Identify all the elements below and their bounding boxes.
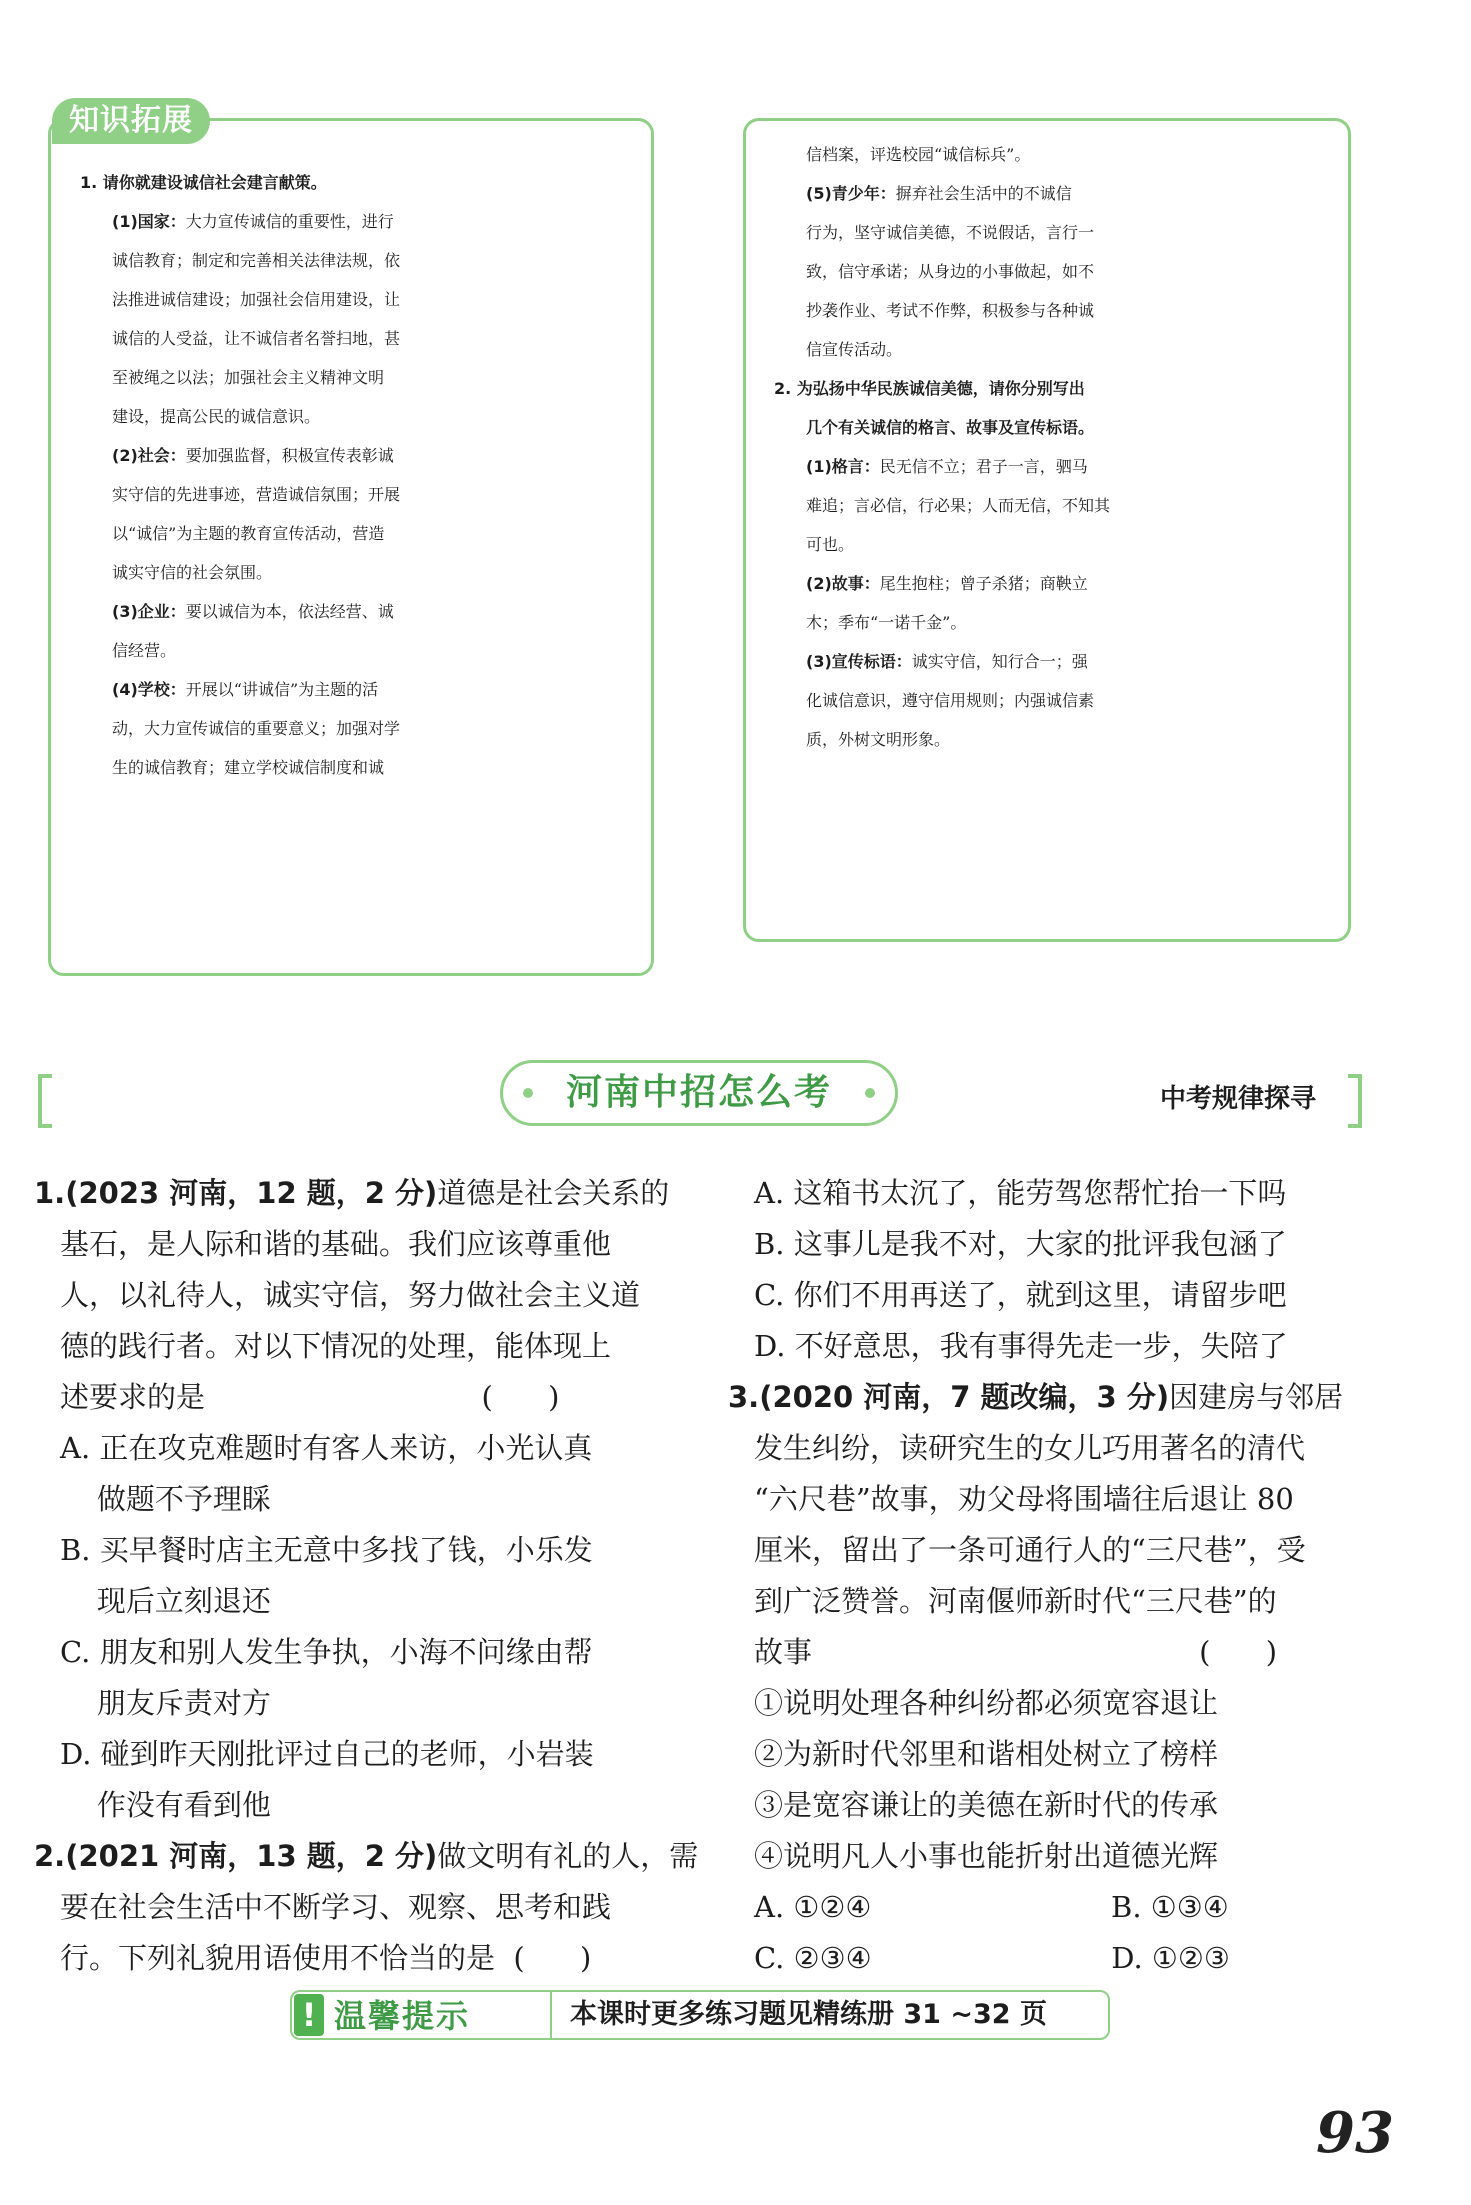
- text-line: [746, 493, 1350, 516]
- text-line: [746, 571, 1350, 594]
- line-text: ②为新时代邻里和谐相处树立了榜样: [754, 1737, 1219, 1771]
- bold-label: (3)企业：: [112, 602, 186, 621]
- line-text: 民无信不立；君子一言，驷马: [879, 457, 1088, 476]
- line-text: 质，外树文明形象。: [806, 730, 951, 749]
- line-text: 朋友斥责对方: [60, 1686, 271, 1720]
- text-line: [52, 521, 652, 544]
- line-text: 信宣传活动。: [806, 340, 903, 359]
- text-line: [34, 1219, 698, 1270]
- line-text: 木；季布“一诺千金”。: [806, 613, 967, 632]
- line-text: A. ①②④ B. ①③④: [754, 1890, 1229, 1924]
- line-text: 信经营。: [112, 641, 177, 660]
- line-text: ③是宽容谦让的美德在新时代的传承: [754, 1788, 1219, 1822]
- right-bracket: [1348, 1074, 1362, 1128]
- text-line: [746, 610, 1350, 633]
- line-text: 诚信的人受益，让不诚信者名誉扫地，甚: [112, 329, 401, 348]
- text-line: [728, 1423, 1343, 1474]
- text-line: [728, 1270, 1343, 1321]
- line-text: 建设，提高公民的诚信意识。: [112, 407, 321, 426]
- text-line: [52, 248, 652, 271]
- tip-text: 本课时更多练习题见精练册 31 ~32 页: [550, 1992, 1108, 2038]
- line-text: 基石，是人际和谐的基础。我们应该尊重他: [60, 1227, 612, 1261]
- section-subtitle: 中考规律探寻: [1160, 1084, 1317, 1114]
- text-line: [746, 337, 1350, 360]
- line-text: 以“诚信”为主题的教育宣传活动，营造: [112, 524, 385, 543]
- text-line: [728, 1678, 1343, 1729]
- line-text: C. 朋友和别人发生争执，小海不问缘由帮: [60, 1635, 593, 1669]
- bold-label: (2)社会：: [112, 446, 186, 465]
- text-line: [52, 599, 652, 622]
- questions-left: [34, 1168, 698, 1984]
- line-text: 道德是社会关系的: [437, 1176, 670, 1210]
- line-text: 开展以“讲诚信”为主题的活: [185, 680, 379, 699]
- text-line: [728, 1525, 1343, 1576]
- text-line: [52, 287, 652, 310]
- text-line: [52, 677, 652, 700]
- text-line: [746, 142, 1350, 165]
- line-text: ④说明凡人小事也能折射出道德光辉: [754, 1839, 1219, 1873]
- knowledge-tag: 知识拓展: [52, 98, 210, 144]
- tip-bar: [290, 1990, 1110, 2040]
- text-line: [746, 259, 1350, 282]
- text-line: [746, 454, 1350, 477]
- question-number: 3.: [728, 1380, 760, 1414]
- line-text: D. 不好意思，我有事得先走一步，失陪了: [754, 1329, 1288, 1363]
- line-text: 德的践行者。对以下情况的处理，能体现上: [60, 1329, 612, 1363]
- text-line: [52, 170, 652, 193]
- question-number: 1.: [34, 1176, 66, 1210]
- left-bracket: [38, 1074, 52, 1128]
- text-line: [34, 1423, 698, 1474]
- text-line: [52, 482, 652, 505]
- line-text: 作没有看到他: [60, 1788, 271, 1822]
- text-line: [728, 1321, 1343, 1372]
- line-text: 可也。: [806, 535, 855, 554]
- text-line: [746, 532, 1350, 555]
- line-text: 抄袭作业、考试不作弊，积极参与各种诚: [806, 301, 1095, 320]
- text-line: [746, 688, 1350, 711]
- bold-label: (1)格言：: [806, 457, 880, 476]
- line-text: 厘米，留出了一条可通行人的“三尺巷”，受: [754, 1533, 1306, 1567]
- text-line: [34, 1321, 698, 1372]
- bold-label: (2021 河南，13 题，2 分): [65, 1839, 438, 1873]
- line-text: 发生纠纷，读研究生的女儿巧用著名的清代: [754, 1431, 1306, 1465]
- line-text: 至被绳之以法；加强社会主义精神文明: [112, 368, 385, 387]
- line-text: 实守信的先进事迹，营造诚信氛围；开展: [112, 485, 401, 504]
- line-text: 尾生抱柱；曾子杀猪；商鞅立: [879, 574, 1088, 593]
- text-line: [34, 1525, 698, 1576]
- line-text: 法推进诚信建设；加强社会信用建设，让: [112, 290, 401, 309]
- text-line: [728, 1831, 1343, 1882]
- text-line: [746, 649, 1350, 672]
- text-line: [34, 1933, 698, 1984]
- line-text: 做文明有礼的人，需: [437, 1839, 699, 1873]
- tip-label: 温馨提示: [334, 1997, 471, 2035]
- bold-label: (5)青少年：: [806, 184, 896, 203]
- line-text: 要加强监督，积极宣传表彰诚: [185, 446, 394, 465]
- question-number: 2.: [34, 1839, 66, 1873]
- bold-label: (2)故事：: [806, 574, 880, 593]
- line-text: 摒弃社会生活中的不诚信: [895, 184, 1072, 203]
- text-line: [34, 1270, 698, 1321]
- text-line: [52, 443, 652, 466]
- line-text: 做题不予理睬: [60, 1482, 271, 1516]
- line-text: 化诚信意识，遵守信用规则；内强诚信素: [806, 691, 1095, 710]
- line-text: 故事 ( ): [754, 1635, 1278, 1669]
- line-text: 动，大力宣传诚信的重要意义；加强对学: [112, 719, 401, 738]
- text-line: [52, 716, 652, 739]
- text-line: [728, 1780, 1343, 1831]
- text-line: [728, 1627, 1343, 1678]
- text-line: [746, 415, 1350, 438]
- knowledge-right-text: [746, 126, 1350, 766]
- bold-label: (2023 河南，12 题，2 分): [65, 1176, 438, 1210]
- text-line: [728, 1372, 1343, 1423]
- text-line: [728, 1729, 1343, 1780]
- text-line: [34, 1729, 698, 1780]
- bold-label: (1)国家：: [112, 212, 186, 231]
- text-line: [34, 1678, 698, 1729]
- line-text: 现后立刻退还: [60, 1584, 271, 1618]
- text-line: [34, 1882, 698, 1933]
- text-line: [34, 1168, 698, 1219]
- text-line: [746, 376, 1350, 399]
- line-text: A. 这箱书太沉了，能劳驾您帮忙抬一下吗: [754, 1176, 1287, 1210]
- line-text: 诚实守信的社会氛围。: [112, 563, 273, 582]
- line-text: 因建房与邻居: [1169, 1380, 1344, 1414]
- line-text: ①说明处理各种纠纷都必须宽容退让: [754, 1686, 1219, 1720]
- questions-right: [728, 1168, 1343, 1984]
- text-line: [34, 1474, 698, 1525]
- line-text: 大力宣传诚信的重要性，进行: [185, 212, 394, 231]
- line-text: 到广泛赞誉。河南偃师新时代“三尺巷”的: [754, 1584, 1277, 1618]
- line-text: 诚信教育；制定和完善相关法律法规，依: [112, 251, 401, 270]
- text-line: [34, 1780, 698, 1831]
- text-line: [728, 1576, 1343, 1627]
- line-text: B. 这事儿是我不对，大家的批评我包涵了: [754, 1227, 1287, 1261]
- line-text: A. 正在攻克难题时有客人来访，小光认真: [60, 1431, 593, 1465]
- text-line: [52, 755, 652, 778]
- line-text: 述要求的是 ( ): [60, 1380, 560, 1414]
- text-line: [746, 727, 1350, 750]
- bold-label: (3)宣传标语：: [806, 652, 912, 671]
- section-title: 河南中招怎么考: [565, 1072, 832, 1113]
- line-text: 难追；言必信，行必果；人而无信，不知其: [806, 496, 1111, 515]
- bold-label: 几个有关诚信的格言、故事及宣传标语。: [806, 418, 1095, 437]
- line-text: 诚实守信，知行合一；强: [911, 652, 1088, 671]
- line-text: D. 碰到昨天刚批评过自己的老师，小岩装: [60, 1737, 594, 1771]
- text-line: [34, 1372, 698, 1423]
- text-line: [728, 1933, 1343, 1984]
- text-line: [34, 1576, 698, 1627]
- bold-label: (4)学校：: [112, 680, 186, 699]
- bold-label: (2020 河南，7 题改编，3 分): [759, 1380, 1170, 1414]
- line-text: 行。下列礼貌用语使用不恰当的是 ( ): [60, 1941, 592, 1975]
- line-text: 信档案，评选校园“诚信标兵”。: [806, 145, 1031, 164]
- text-line: [746, 220, 1350, 243]
- line-text: 生的诚信教育；建立学校诚信制度和诚: [112, 758, 385, 777]
- bold-label: 1. 请你就建设诚信社会建言献策。: [80, 173, 327, 192]
- text-line: [728, 1168, 1343, 1219]
- line-text: 行为，坚守诚信美德，不说假话，言行一: [806, 223, 1095, 242]
- text-line: [746, 181, 1350, 204]
- section-banner: [500, 1060, 898, 1126]
- text-line: [52, 365, 652, 388]
- bold-label: 2. 为弘扬中华民族诚信美德，请你分别写出: [774, 379, 1085, 398]
- text-line: [728, 1474, 1343, 1525]
- line-text: 要在社会生活中不断学习、观察、思考和践: [60, 1890, 612, 1924]
- text-line: [52, 638, 652, 661]
- banner-dot-right: [865, 1088, 875, 1098]
- banner-dot-left: [523, 1088, 533, 1098]
- text-line: [34, 1627, 698, 1678]
- line-text: 人，以礼待人，诚实守信，努力做社会主义道: [60, 1278, 641, 1312]
- text-line: [746, 298, 1350, 321]
- text-line: [52, 404, 652, 427]
- text-line: [728, 1219, 1343, 1270]
- text-line: [728, 1882, 1343, 1933]
- exclamation-icon: !: [294, 1994, 324, 2036]
- text-line: [52, 209, 652, 232]
- line-text: B. 买早餐时店主无意中多找了钱，小乐发: [60, 1533, 593, 1567]
- text-line: [52, 560, 652, 583]
- line-text: 致，信守承诺；从身边的小事做起，如不: [806, 262, 1095, 281]
- page-number: 93: [1316, 2100, 1394, 2166]
- line-text: C. ②③④ D. ①②③: [754, 1941, 1230, 1975]
- text-line: [52, 326, 652, 349]
- line-text: 要以诚信为本，依法经营、诚: [185, 602, 394, 621]
- knowledge-left-text: [52, 154, 652, 794]
- line-text: “六尺巷”故事，劝父母将围墙往后退让 80: [754, 1482, 1294, 1516]
- line-text: C. 你们不用再送了，就到这里，请留步吧: [754, 1278, 1287, 1312]
- text-line: [34, 1831, 698, 1882]
